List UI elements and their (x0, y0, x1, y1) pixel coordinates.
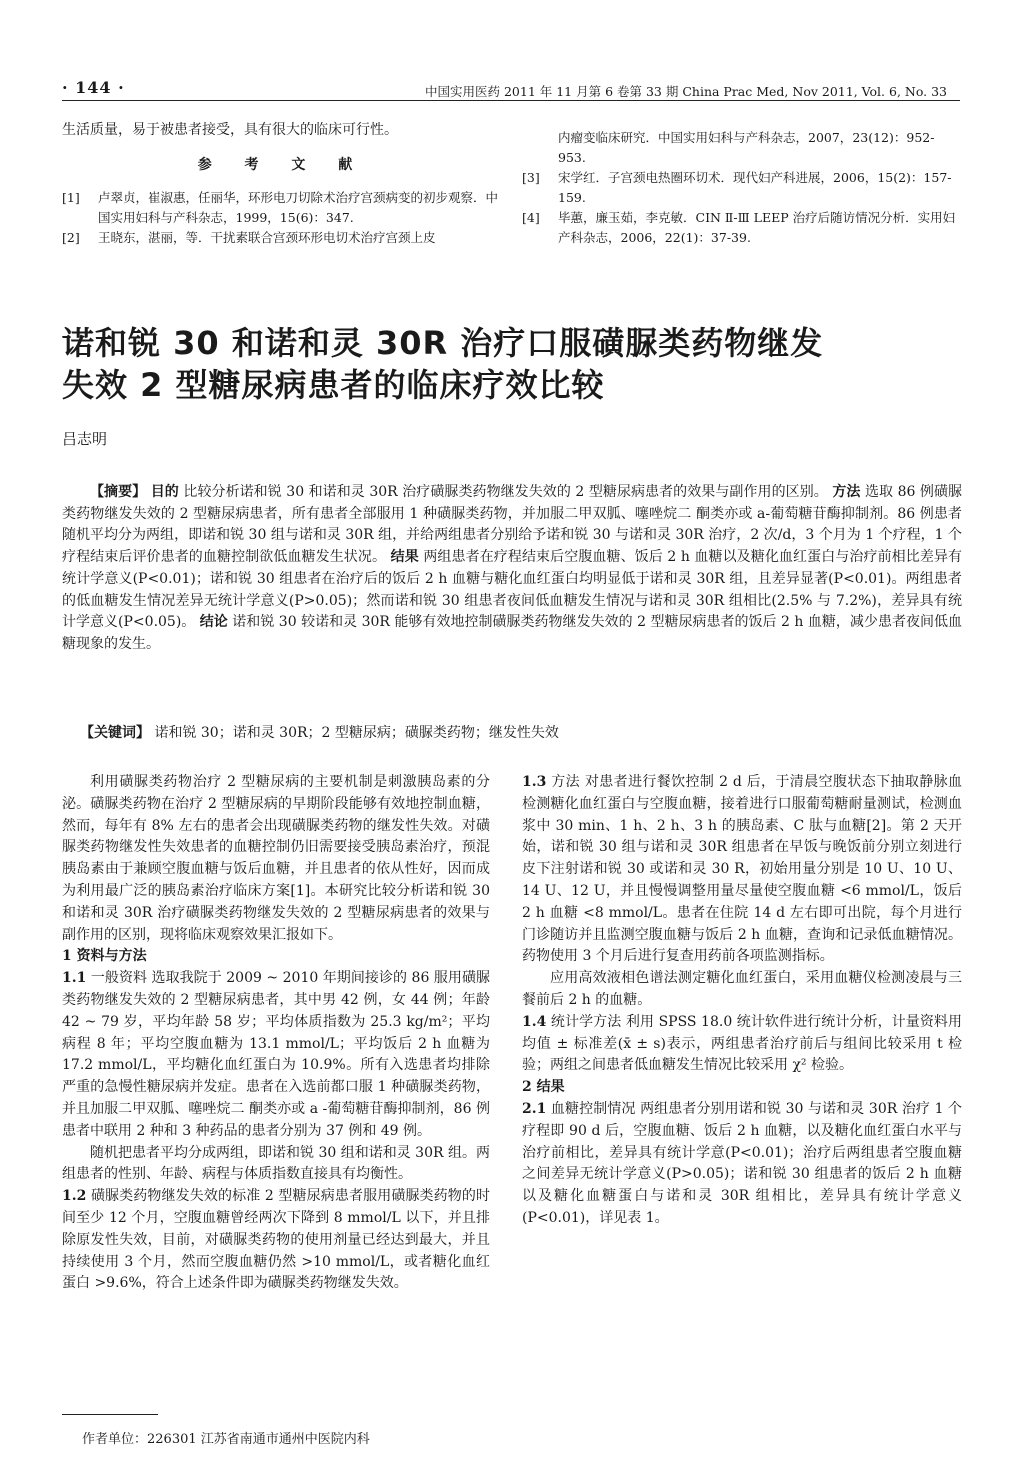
section-1-3-paragraph-2: 应用高效液相色谱法测定糖化血红蛋白，采用血糖仪检测凌晨与三餐前后 2 h 的血糖。 (522, 970, 962, 1008)
section-1-3-text: 对患者进行餐饮控制 2 d 后，于清晨空腹状态下抽取静脉血检测糖化血红蛋白与空腹血糖，接着进行口服葡萄糖耐量测试，检测血浆中 30 min、1 h、2 h、3 h 的胰岛素、C 肽与血糖[2]。第 2 天开始，诺和锐 30 组与诺和灵 30R 组患者在早饭与晚饭前分别立刻进行皮下注射诺和锐 30 或诺和灵 30 R，初始用量分别是 10 U、10 U、14 U、12 U，并且慢慢调整用量尽量使空腹血糖 <6 mmol/L，饭后 2 h 血糖 <8 mmol/L。患者在住院 14 d 左右即可出院，每个月进行门诊随访并且监测空腹血糖与饭后 2 h 血糖，查询和记录低血糖情况。药物使用 3 个月后进行复查用药前各项监测指标。 (522, 774, 963, 965)
prev-article-right (522, 128, 962, 248)
author: 吕志明 (62, 430, 108, 448)
keywords-label: 【关键词】 (80, 725, 150, 741)
abstract-result-label: 结果 (390, 549, 419, 566)
section-1-2-number: 1.2 (62, 1188, 87, 1205)
keywords (80, 722, 559, 742)
title-line-1: 诺和锐 30 和诺和灵 30R 治疗口服磺脲类药物继发 (62, 324, 824, 362)
section-1-4-title: 统计学方法 (550, 1013, 622, 1030)
references-title: 参 考 文 献 (197, 157, 367, 173)
abstract (62, 482, 962, 656)
section-1-3-title: 方法 (551, 774, 580, 790)
section-1-1 (62, 968, 490, 1142)
section-1-4-number: 1.4 (522, 1013, 547, 1030)
section-1-1-number: 1.1 (62, 970, 87, 987)
intro-paragraph: 利用磺脲类药物治疗 2 型糖尿病的主要机制是刺激胰岛素的分泌。磺脲类药物在治疗 2 型糖尿病的早期阶段能够有效地控制血糖，然而，每年有 8% 左右的患者会出现磺脲类药物的继发性失效。对磺脲类药物继发性失效患者的血糖控制仍旧需要接受胰岛素治疗，预混胰岛素由于兼顾空腹血糖与饭后血糖，并且患者的依从性好，因而成为利用最广泛的胰岛素治疗临床方案[1]。本研究比较分析诺和锐 30 和诺和灵 30R 治疗磺脲类药物继发失效的 2 型糖尿病患者的效果与副作用的区别，现将临床观察效果汇报如下。 (62, 774, 490, 943)
reference-number: [2] (62, 230, 80, 245)
reference-item (62, 228, 502, 248)
section-1-2-text: 2 型糖尿病患者服用磺脲类药物的时间至少 12 个月，空腹血糖曾经两次下降到 8 mmol/L 以下，并且排除原发性失效，目前，对磺脲类药物的使用剂量已经达到最大，并且持续使用 3 个月，然而空腹血糖仍然 >10 mmol/L，或者糖化血红蛋白 >9.6%，符合上述条件即为磺脲类药物继发失效。 (62, 1188, 491, 1292)
section-1-1-text: 选取我院于 2009 ~ 2010 年期间接诊的 86 服用磺脲类药物继发失效的 2 型糖尿病患者，其中男 42 例，女 44 例；年龄 42 ~ 79 岁，平均年龄 58 岁；平均体质指数为 25.3 kg/m²；平均病程 8 年；平均空腹血糖为 13.1 mmol/L；平均饭后 2 h 血糖为 17.2 mmol/L，平均糖化血红蛋白为 10.9%。所有入选患者均排除严重的急慢性糖尿病并发症。患者在入选前都口服 1 种磺脲类药物，并且加服二甲双胍、噻唑烷二 酮类亦或 a -葡萄糖苷酶抑制剂，86 例患者中联用 2 种和 3 种药品的患者分别为 37 例和 49 例。 (62, 970, 490, 1139)
abstract-result: 两组患者在疗程结束后空腹血糖、饭后 2 h 血糖以及糖化血红蛋白与治疗前相比差异有统计学意义(P<0.01)；诺和锐 30 组患者在治疗后的饭后 2 h 血糖与糖化血红蛋白均明显低于诺和灵 30R 组，且差异显著(P<0.01)。两组患者的低血糖发生情况差异无统计学意义(P>0.05)；然而诺和锐 30 组患者夜间低血糖发生情况与诺和灵 30R 组相比(2.5% 与 7.2%)，差异具有统计学意义(P<0.05)。 (62, 549, 963, 631)
section-1-1-title: 一般资料 (90, 970, 148, 987)
body-left-column (62, 772, 490, 1295)
footnote-rule (62, 1414, 158, 1415)
reference-text: 宋学红．子宫颈电热圈环切术．现代妇产科进展，2006，15(2)：157-159. (558, 170, 952, 205)
abstract-purpose: 比较分析诺和锐 30 和诺和灵 30R 治疗磺脲类药物继发失效的 2 型糖尿病患者的效果与副作用的区别。 (183, 484, 828, 500)
prev-closing-line: 生活质量，易于被患者接受，具有很大的临床可行性。 (62, 122, 398, 138)
title-line-2: 失效 2 型糖尿病患者的临床疗效比较 (62, 366, 605, 404)
reference-number: [4] (522, 210, 540, 225)
abstract-method-label: 方法 (832, 484, 861, 500)
section-1-3-number: 1.3 (522, 774, 547, 790)
body-right-column (522, 772, 962, 1230)
section-2-1-title: 血糖控制情况 (550, 1100, 636, 1117)
reference-item (522, 208, 962, 248)
section-1-2 (62, 1186, 490, 1295)
reference-text: 卢翠贞，崔淑惠，任丽华，环形电刀切除术治疗宫颈病变的初步观察．中国实用妇科与产科杂志，1999，15(6)：347. (98, 190, 499, 225)
reference-number: [3] (522, 170, 540, 185)
section-1-4 (522, 1012, 962, 1077)
reference-text: 毕蕙，廉玉茹，李克敏．CIN Ⅱ-Ⅲ LEEP 治疗后随访情况分析．实用妇产科杂志，2006，22(1)：37-39. (558, 210, 956, 245)
section-2-1-text: 两组患者分别用诺和锐 30 与诺和灵 30R 治疗 1 个疗程即 90 d 后，空腹血糖、饭后 2 h 血糖，以及糖化血红蛋白水平与治疗前相比，差异具有统计学意(P<0.01)；治疗后两组患者空腹血糖之间差异无统计学意义(P>0.05)；诺和锐 30 组患者的饭后 2 h 血糖以及糖化血糖蛋白与诺和灵 30R 组相比，差异具有统计学意义(P<0.01)，详见表 1。 (522, 1100, 963, 1226)
section-1-2-title: 磺脲类药物继发失效的标准 (90, 1188, 261, 1205)
section-1-heading: 1 资料与方法 (62, 948, 147, 965)
section-2-heading: 2 结果 (522, 1079, 565, 1096)
reference-item (62, 188, 502, 228)
reference-item (522, 168, 962, 208)
page-number: · 144 · (62, 78, 125, 97)
header-rule (62, 100, 960, 101)
journal-header: 中国实用医药 2011 年 11 月第 6 卷第 33 期 China Prac Med, Nov 2011, Vol. 6, No. 33 (425, 84, 947, 99)
section-1-1-paragraph-2: 随机把患者平均分成两组，即诺和锐 30 组和诺和灵 30R 组。两组患者的性别、年龄、病程与体质指数直接具有均衡性。 (62, 1144, 490, 1183)
section-2-1 (522, 1099, 962, 1230)
section-2-1-number: 2.1 (522, 1100, 547, 1117)
reference-number: [1] (62, 190, 80, 205)
section-1-3 (522, 772, 962, 968)
abstract-conclusion-label: 结论 (199, 614, 228, 631)
abstract-method: 选取 86 例磺脲类药物继发失效的 2 型糖尿病患者，所有患者全部服用 1 种磺脲类药物，并加服二甲双胍、噻唑烷二 酮类亦或 a-葡萄糖苷酶抑制剂。86 例患者随机平均分为两组，即诺和锐 30 组与诺和灵 30R 组，并给两组患者分别给予诺和锐 30 与诺和灵 30R 治疗，2 次/d，3 个月为 1 个疗程，1 个疗程结束后评价患者的血糖控制欲低血糖发生状况。 (62, 484, 963, 566)
abstract-label: 【摘要】 (90, 484, 147, 500)
keywords-text: 诺和锐 30；诺和灵 30R；2 型糖尿病；磺脲类药物；继发性失效 (154, 725, 559, 741)
article-title (62, 322, 962, 406)
reference-continued: 内瘤变临床研究．中国实用妇科与产科杂志，2007，23(12)：952-953. (558, 130, 935, 165)
prev-article-left (62, 120, 502, 248)
abstract-purpose-label: 目的 (150, 484, 179, 500)
author-affiliation: 作者单位：226301 江苏省南通市通州中医院内科 (82, 1432, 370, 1447)
section-1-4-text: 利用 SPSS 18.0 统计软件进行统计分析，计量资料用均值 ± 标准差(x̄ ± s)表示，两组患者治疗前后与组间比较采用 t 检验；两组之间患者低血糖发生情况比较采用 χ² 检验。 (522, 1013, 963, 1074)
reference-text: 王晓东，湛丽，等．干扰素联合宫颈环形电切术治疗宫颈上皮 (98, 230, 436, 245)
abstract-conclusion: 诺和锐 30 较诺和灵 30R 能够有效地控制磺脲类药物继发失效的 2 型糖尿病患者的饭后 2 h 血糖，减少患者夜间低血糖现象的发生。 (62, 614, 963, 652)
